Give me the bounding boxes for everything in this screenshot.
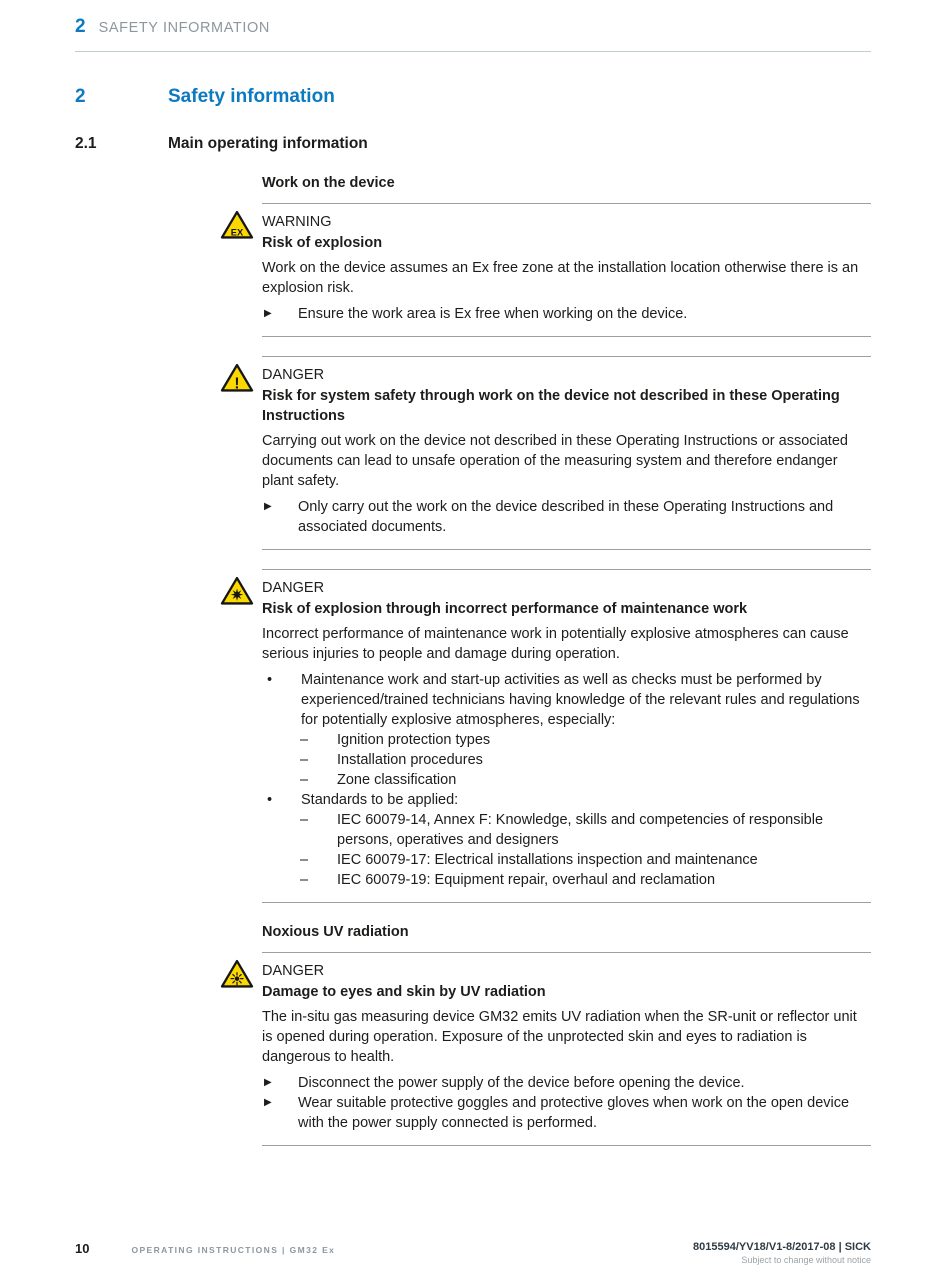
action-text: Disconnect the power supply of the device before opening the device. <box>298 1075 745 1091</box>
action-text: Only carry out the work on the device described in these Operating Instructions and associated documents. <box>298 499 834 535</box>
warning-title: Risk for system safety through work on the device not described in these Operating Instructions <box>262 388 840 424</box>
sub-item-text: IEC 60079-19: Equipment repair, overhaul and reclamation <box>337 872 716 888</box>
warning-box-uv-radiation <box>262 952 871 1146</box>
sub-list-item <box>296 750 871 770</box>
warning-paragraph: The in-situ gas measuring device GM32 emits UV radiation when the SR-unit or reflector unit is opened during operation. Exposure of the unprotected skin and eyes to radiation is dangerous to health. <box>262 1009 857 1065</box>
action-item <box>262 497 871 537</box>
sub-list-item <box>296 810 871 850</box>
svg-text:!: ! <box>234 375 240 393</box>
warning-level: WARNING <box>262 214 332 230</box>
warning-paragraph: Incorrect performance of maintenance work in potentially explosive atmospheres can cause serious injuries to people and damage during operation. <box>262 626 849 662</box>
footer-notice: Subject to change without notice <box>741 1255 871 1265</box>
warning-title: Risk of explosion <box>262 235 383 251</box>
action-arrow-icon: ▶ <box>264 501 272 512</box>
warning-paragraph: Carrying out work on the device not described in these Operating Instructions or associated documents can lead to unsafe operation of the measuring system and therefore endanger plant safety. <box>262 433 848 489</box>
page-content <box>75 86 871 1165</box>
section-number: 2 <box>75 86 86 107</box>
ex-warning-icon <box>220 210 254 240</box>
warning-box-explosion <box>230 203 871 337</box>
warning-title: Risk of explosion through incorrect performance of maintenance work <box>262 601 748 617</box>
action-item <box>262 304 871 324</box>
warning-box-system-safety <box>234 356 871 550</box>
footer-doc-code: 8015594/YV18/V1-8/2017-08 | SICK <box>693 1241 871 1253</box>
text-column <box>230 173 871 1146</box>
dash-icon: – <box>300 852 309 868</box>
list-item <box>262 670 871 730</box>
sub-item-text: Installation procedures <box>337 752 483 768</box>
chapter-number: 2 <box>75 16 86 37</box>
section-heading <box>75 86 871 108</box>
action-arrow-icon: ▶ <box>264 1077 272 1088</box>
footer-left <box>75 1241 335 1256</box>
list-item <box>262 790 871 810</box>
action-arrow-icon: ▶ <box>264 1097 272 1108</box>
sub-item-text: IEC 60079-17: Electrical installations inspection and maintenance <box>337 852 758 868</box>
group-heading-work-on-device: Work on the device <box>262 175 395 191</box>
running-header <box>75 16 871 52</box>
warning-paragraph: Work on the device assumes an Ex free zone at the installation location otherwise there is an explosion risk. <box>262 260 859 296</box>
action-text: Ensure the work area is Ex free when working on the device. <box>298 306 688 322</box>
group-heading-noxious-uv: Noxious UV radiation <box>262 924 409 940</box>
sub-list-item <box>296 850 871 870</box>
action-arrow-icon: ▶ <box>264 308 272 319</box>
action-text: Wear suitable protective goggles and protective gloves when work on the open device with the power supply connected is performed. <box>298 1095 850 1131</box>
warning-title: Damage to eyes and skin by UV radiation <box>262 984 546 1000</box>
action-item <box>262 1073 871 1093</box>
action-item <box>262 1093 871 1133</box>
sub-list-item <box>296 730 871 750</box>
sub-list-item <box>296 870 871 890</box>
sub-list-item <box>296 770 871 790</box>
page-footer <box>75 1241 871 1265</box>
sub-item-text: IEC 60079-14, Annex F: Knowledge, skills and competencies of responsible persons, operatives and designers <box>337 812 824 848</box>
footer-right <box>693 1241 871 1265</box>
uv-radiation-warning-icon <box>220 959 254 989</box>
warning-level: DANGER <box>262 367 325 383</box>
bullet-icon: • <box>267 792 273 808</box>
general-warning-icon <box>220 363 254 393</box>
section-title: Safety information <box>168 86 335 107</box>
bullet-text: Standards to be applied: <box>301 792 459 808</box>
sub-item-text: Ignition protection types <box>337 732 491 748</box>
warning-level: DANGER <box>262 580 325 596</box>
subsection-title: Main operating information <box>168 135 368 152</box>
footer-doc-title: OPERATING INSTRUCTIONS | GM32 Ex <box>131 1245 336 1255</box>
dash-icon: – <box>300 752 309 768</box>
page-number: 10 <box>75 1241 90 1256</box>
warning-box-maintenance <box>262 569 871 903</box>
sub-item-text: Zone classification <box>337 772 457 788</box>
subsection-number: 2.1 <box>75 135 97 152</box>
bullet-icon: • <box>267 672 273 688</box>
dash-icon: – <box>300 872 309 888</box>
subsection-heading <box>75 135 871 153</box>
warning-level: DANGER <box>262 963 325 979</box>
bullet-text: Maintenance work and start-up activities as well as checks must be performed by experienced/trained technicians having knowledge of the relevant rules and regulations for potentially explosive atmospheres, especially: <box>301 672 860 728</box>
dash-icon: – <box>300 812 309 828</box>
dash-icon: – <box>300 772 309 788</box>
svg-text:EX: EX <box>230 227 244 238</box>
dash-icon: – <box>300 732 309 748</box>
explosion-warning-icon <box>220 576 254 606</box>
chapter-title: SAFETY INFORMATION <box>98 20 270 36</box>
